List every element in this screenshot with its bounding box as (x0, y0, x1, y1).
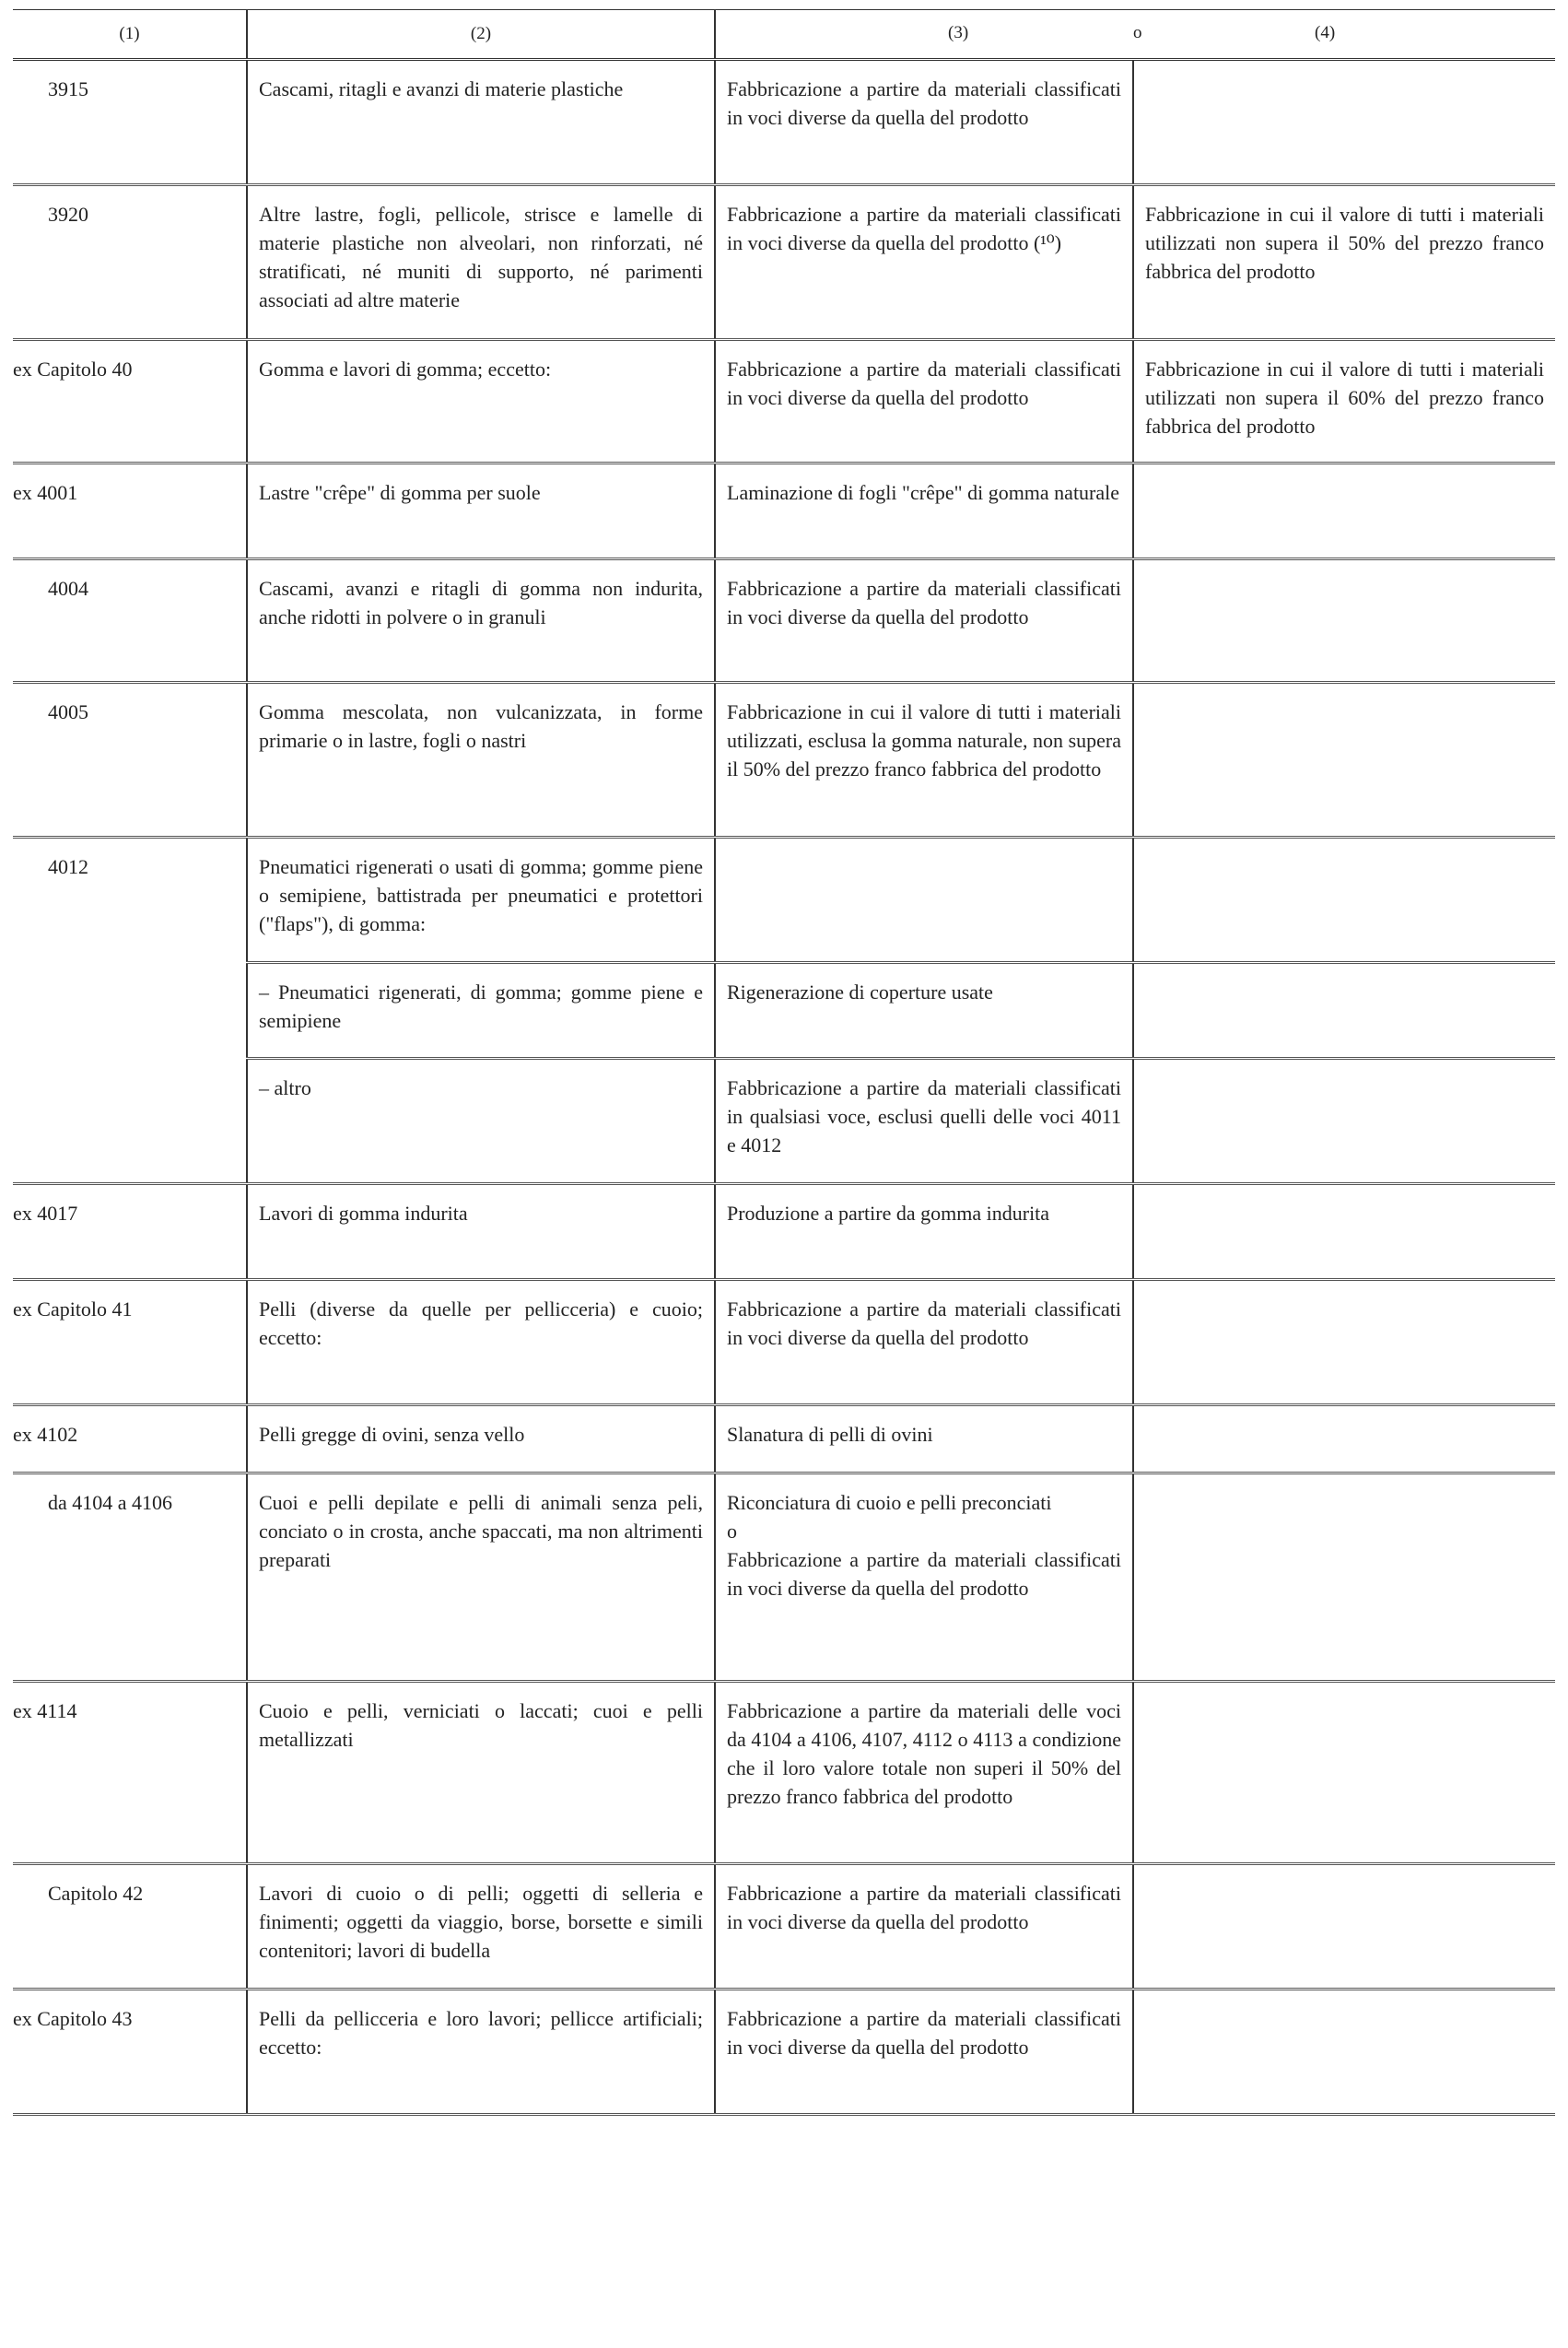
header-col3-col4 (715, 10, 1555, 60)
heading-code: ex 4102 (13, 1423, 78, 1446)
product-description: – altro (247, 1059, 715, 1184)
working-rule-col3: Produzione a partire da gomma indurita (715, 1184, 1133, 1280)
table-row (13, 340, 1555, 464)
heading-code: ex 4017 (13, 1202, 78, 1225)
product-description: Pneumatici rigenerati o usati di gomma; gomme piene o semipiene, battistrada per pneumatici e protettori ("flaps"), di gomma: (247, 838, 715, 963)
working-rule-col4: Fabbricazione in cui il valore di tutti i materiali utilizzati non supera il 50% del prezzo franco fabbrica del prodotto (1133, 185, 1555, 340)
product-description: Lastre "crêpe" di gomma per suole (247, 464, 715, 559)
heading-code: da 4104 a 4106 (48, 1491, 173, 1514)
working-rule-option-b: Fabbricazione a partire da materiali classificati in voci diverse da quella del prodotto (727, 1548, 1121, 1600)
heading-code: 4012 (48, 855, 88, 878)
table-row (13, 1682, 1555, 1864)
heading-code: ex 4001 (13, 481, 78, 504)
working-rule-col4 (1133, 1059, 1555, 1184)
working-rule-col3: Slanatura di pelli di ovini (715, 1405, 1133, 1473)
product-description: Pelli (diverse da quelle per pellicceria) e cuoio; eccetto: (247, 1280, 715, 1405)
product-description: Lavori di cuoio o di pelli; oggetti di selleria e finimenti; oggetti da viaggio, borse, borsette e simili contenitori; lavori di budella (247, 1864, 715, 1990)
working-rule-col3: Fabbricazione a partire da materiali classificati in voci diverse da quella del prodotto (715, 1280, 1133, 1405)
heading-code: ex Capitolo 40 (13, 358, 133, 381)
working-rule-col3 (715, 838, 1133, 963)
product-description: Altre lastre, fogli, pellicole, strisce e lamelle di materie plastiche non alveolari, non rinforzati, né stratificati, né muniti di supporto, né parimenti associati ad altre materie (247, 185, 715, 340)
product-description: Lavori di gomma indurita (247, 1184, 715, 1280)
working-rule-col4 (1133, 1405, 1555, 1473)
product-description: Cascami, ritagli e avanzi di materie plastiche (247, 60, 715, 185)
working-rule-col3: Fabbricazione a partire da materiali delle voci da 4104 a 4106, 4107, 4112 o 4113 a condizione che il loro valore totale non superi il 50% del prezzo franco fabbrica del prodotto (715, 1682, 1133, 1864)
working-rule-col3: Fabbricazione a partire da materiali classificati in voci diverse da quella del prodotto (715, 60, 1133, 185)
working-rule-col4 (1133, 1473, 1555, 1682)
product-description: Cuoio e pelli, verniciati o laccati; cuoi e pelli metallizzati (247, 1682, 715, 1864)
working-rule-col3: Rigenerazione di coperture usate (715, 963, 1133, 1059)
working-rule-col3: Fabbricazione in cui il valore di tutti i materiali utilizzati, esclusa la gomma naturale, non supera il 50% del prezzo franco fabbrica del prodotto (715, 683, 1133, 838)
product-description: – Pneumatici rigenerati, di gomma; gomme piene e semipiene (247, 963, 715, 1059)
header-or: o (1133, 23, 1142, 42)
table-row (13, 1473, 1555, 1682)
product-description: Cuoi e pelli depilate e pelli di animali senza peli, conciato o in crosta, anche spaccati, ma non altrimenti preparati (247, 1473, 715, 1682)
working-rule-col4 (1133, 838, 1555, 963)
rules-of-origin-page (13, 9, 1555, 2116)
working-rule-col3: Laminazione di fogli "crêpe" di gomma naturale (715, 464, 1133, 559)
product-description: Gomma e lavori di gomma; eccetto: (247, 340, 715, 464)
working-rule-col4: Fabbricazione in cui il valore di tutti i materiali utilizzati non supera il 60% del prezzo franco fabbrica del prodotto (1133, 340, 1555, 464)
header-col3: (3) (948, 23, 969, 42)
table-row (13, 1864, 1555, 1990)
working-rule-col3: Fabbricazione a partire da materiali classificati in voci diverse da quella del prodotto (715, 1864, 1133, 1990)
heading-code: ex Capitolo 43 (13, 2007, 133, 2030)
working-rule-col3: Fabbricazione a partire da materiali classificati in voci diverse da quella del prodotto (¹⁰) (715, 185, 1133, 340)
working-rule-col4 (1133, 1184, 1555, 1280)
header-col4: (4) (1315, 23, 1336, 42)
product-description: Cascami, avanzi e ritagli di gomma non indurita, anche ridotti in polvere o in granuli (247, 559, 715, 683)
heading-code: 4004 (48, 577, 88, 600)
working-rule-col3: Fabbricazione a partire da materiali classificati in voci diverse da quella del prodotto (715, 1990, 1133, 2115)
product-description: Gomma mescolata, non vulcanizzata, in forme primarie o in lastre, fogli o nastri (247, 683, 715, 838)
table-row (13, 185, 1555, 340)
working-rule-col3: Fabbricazione a partire da materiali classificati in qualsiasi voce, esclusi quelli delle voci 4011 e 4012 (715, 1059, 1133, 1184)
heading-code: 3915 (48, 77, 88, 100)
table-row (13, 1184, 1555, 1280)
table-row (13, 60, 1555, 185)
rules-table (13, 9, 1555, 2116)
working-rule-col4 (1133, 1280, 1555, 1405)
working-rule-col4 (1133, 1990, 1555, 2115)
working-rule-col4 (1133, 963, 1555, 1059)
working-rule-option-a: Riconciatura di cuoio e pelli preconciati (727, 1491, 1052, 1514)
working-rule-col4 (1133, 683, 1555, 838)
product-description: Pelli da pellicceria e loro lavori; pellicce artificiali; eccetto: (247, 1990, 715, 2115)
table-row (13, 683, 1555, 838)
table-row (13, 559, 1555, 683)
heading-code: ex Capitolo 41 (13, 1297, 133, 1321)
product-description: Pelli gregge di ovini, senza vello (247, 1405, 715, 1473)
table-row (13, 1405, 1555, 1473)
heading-code: 4005 (48, 700, 88, 723)
working-rule-col3 (715, 1473, 1133, 1682)
heading-code: Capitolo 42 (48, 1882, 144, 1905)
working-rule-col3: Fabbricazione a partire da materiali classificati in voci diverse da quella del prodotto (715, 559, 1133, 683)
heading-code: 3920 (48, 203, 88, 226)
working-rule-col4 (1133, 464, 1555, 559)
table-row (13, 464, 1555, 559)
table-row (13, 1280, 1555, 1405)
table-row (13, 838, 1555, 963)
working-rule-or: o (727, 1520, 737, 1543)
header-col2: (2) (247, 10, 715, 60)
working-rule-col4 (1133, 1864, 1555, 1990)
working-rule-col4 (1133, 559, 1555, 683)
header-row (13, 10, 1555, 60)
working-rule-col4 (1133, 1682, 1555, 1864)
header-col1: (1) (13, 10, 247, 60)
working-rule-col3: Fabbricazione a partire da materiali classificati in voci diverse da quella del prodotto (715, 340, 1133, 464)
working-rule-col4 (1133, 60, 1555, 185)
heading-code: ex 4114 (13, 1699, 77, 1722)
table-row (13, 1990, 1555, 2115)
